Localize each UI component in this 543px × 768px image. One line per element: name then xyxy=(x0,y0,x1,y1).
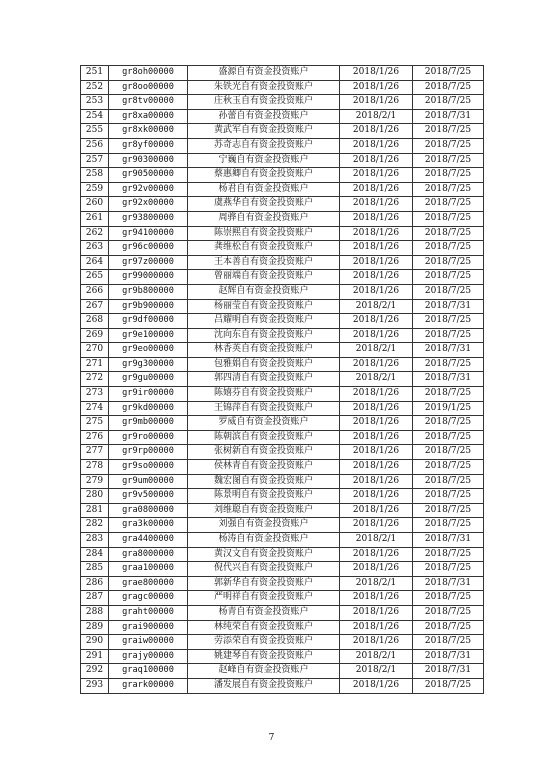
start-date-cell: 2018/1/26 xyxy=(340,445,413,460)
start-date-cell: 2018/1/26 xyxy=(340,605,413,620)
account-name-cell: 王锦萍自有资金投资账户 xyxy=(188,401,340,416)
account-name-cell: 林香英自有资金投资账户 xyxy=(188,343,340,358)
start-date-cell: 2018/1/26 xyxy=(340,124,413,139)
start-date-cell: 2018/1/26 xyxy=(340,357,413,372)
account-code-cell: gr9ir00000 xyxy=(109,387,188,402)
account-table xyxy=(80,65,484,694)
start-date-cell: 2018/2/1 xyxy=(340,649,413,664)
row-number-cell: 288 xyxy=(81,605,109,620)
account-name-cell: 蔡惠卿自有资金投资账户 xyxy=(188,168,340,183)
start-date-cell: 2018/1/26 xyxy=(340,474,413,489)
end-date-cell: 2018/7/25 xyxy=(413,211,484,226)
start-date-cell: 2018/1/26 xyxy=(340,138,413,153)
account-name-cell: 黄武军自有资金投资账户 xyxy=(188,124,340,139)
account-code-cell: graht00000 xyxy=(109,605,188,620)
row-number-cell: 256 xyxy=(81,138,109,153)
table-row xyxy=(81,255,484,270)
account-code-cell: gr8xk00000 xyxy=(109,124,188,139)
account-code-cell: gr9b800000 xyxy=(109,284,188,299)
account-name-cell: 倪代兴自有资金投资账户 xyxy=(188,562,340,577)
start-date-cell: 2018/1/26 xyxy=(340,182,413,197)
end-date-cell: 2018/7/31 xyxy=(413,109,484,124)
table-row xyxy=(81,533,484,548)
account-code-cell: grai900000 xyxy=(109,620,188,635)
row-number-cell: 286 xyxy=(81,576,109,591)
start-date-cell: 2018/1/26 xyxy=(340,503,413,518)
table-row xyxy=(81,430,484,445)
row-number-cell: 258 xyxy=(81,168,109,183)
account-name-cell: 郭新华自有资金投资账户 xyxy=(188,576,340,591)
table-row xyxy=(81,211,484,226)
start-date-cell: 2018/2/1 xyxy=(340,533,413,548)
row-number-cell: 283 xyxy=(81,533,109,548)
row-number-cell: 269 xyxy=(81,328,109,343)
table-row xyxy=(81,284,484,299)
table-row xyxy=(81,460,484,475)
end-date-cell: 2018/7/25 xyxy=(413,95,484,110)
table-row xyxy=(81,328,484,343)
end-date-cell: 2018/7/25 xyxy=(413,620,484,635)
start-date-cell: 2018/1/26 xyxy=(340,255,413,270)
table-row xyxy=(81,95,484,110)
start-date-cell: 2018/1/26 xyxy=(340,226,413,241)
account-code-cell: gr9ro00000 xyxy=(109,430,188,445)
table-row xyxy=(81,591,484,606)
account-code-cell: gr9v500000 xyxy=(109,489,188,504)
table-row xyxy=(81,197,484,212)
row-number-cell: 262 xyxy=(81,226,109,241)
start-date-cell: 2018/1/26 xyxy=(340,168,413,183)
account-code-cell: gr8oo00000 xyxy=(109,80,188,95)
table-row xyxy=(81,80,484,95)
end-date-cell: 2018/7/25 xyxy=(413,430,484,445)
account-code-cell: gr90500000 xyxy=(109,168,188,183)
table-row xyxy=(81,66,484,81)
row-number-cell: 263 xyxy=(81,241,109,256)
page-number: 7 xyxy=(268,733,275,743)
account-name-cell: 姚建琴自有资金投资账户 xyxy=(188,649,340,664)
account-name-cell: 包雅娟自有资金投资账户 xyxy=(188,357,340,372)
account-code-cell: gr9eo00000 xyxy=(109,343,188,358)
account-name-cell: 张树新自有资金投资账户 xyxy=(188,445,340,460)
account-name-cell: 黄汉文自有资金投资账户 xyxy=(188,547,340,562)
row-number-cell: 274 xyxy=(81,401,109,416)
account-name-cell: 劳添荣自有资金投资账户 xyxy=(188,635,340,650)
end-date-cell: 2018/7/25 xyxy=(413,328,484,343)
row-number-cell: 266 xyxy=(81,284,109,299)
account-name-cell: 侯林青自有资金投资账户 xyxy=(188,460,340,475)
row-number-cell: 276 xyxy=(81,430,109,445)
account-code-cell: gr93800000 xyxy=(109,211,188,226)
start-date-cell: 2018/1/26 xyxy=(340,620,413,635)
table-row xyxy=(81,489,484,504)
end-date-cell: 2018/7/25 xyxy=(413,80,484,95)
row-number-cell: 261 xyxy=(81,211,109,226)
account-code-cell: gr9df00000 xyxy=(109,314,188,329)
table-row xyxy=(81,649,484,664)
account-code-cell: gra8000000 xyxy=(109,547,188,562)
start-date-cell: 2018/1/26 xyxy=(340,635,413,650)
row-number-cell: 284 xyxy=(81,547,109,562)
end-date-cell: 2018/7/25 xyxy=(413,605,484,620)
account-name-cell: 陈朝滨自有资金投资账户 xyxy=(188,430,340,445)
end-date-cell: 2018/7/25 xyxy=(413,182,484,197)
end-date-cell: 2018/7/25 xyxy=(413,635,484,650)
account-code-cell: gr9gu00000 xyxy=(109,372,188,387)
start-date-cell: 2018/1/26 xyxy=(340,270,413,285)
table-row xyxy=(81,138,484,153)
end-date-cell: 2018/7/25 xyxy=(413,387,484,402)
end-date-cell: 2018/7/31 xyxy=(413,576,484,591)
row-number-cell: 271 xyxy=(81,357,109,372)
end-date-cell: 2018/7/25 xyxy=(413,197,484,212)
table-row xyxy=(81,678,484,693)
row-number-cell: 282 xyxy=(81,518,109,533)
table-row xyxy=(81,299,484,314)
end-date-cell: 2018/7/25 xyxy=(413,138,484,153)
account-name-cell: 苏奇志自有资金投资账户 xyxy=(188,138,340,153)
end-date-cell: 2018/7/25 xyxy=(413,518,484,533)
start-date-cell: 2018/1/26 xyxy=(340,547,413,562)
table-row xyxy=(81,401,484,416)
end-date-cell: 2018/7/25 xyxy=(413,357,484,372)
account-code-cell: gr92v00000 xyxy=(109,182,188,197)
start-date-cell: 2018/1/26 xyxy=(340,460,413,475)
start-date-cell: 2018/1/26 xyxy=(340,95,413,110)
start-date-cell: 2018/2/1 xyxy=(340,343,413,358)
table-row xyxy=(81,314,484,329)
table-row xyxy=(81,416,484,431)
table-row xyxy=(81,474,484,489)
table-row xyxy=(81,372,484,387)
start-date-cell: 2018/1/26 xyxy=(340,197,413,212)
account-name-cell: 吕耀明自有资金投资账户 xyxy=(188,314,340,329)
table-row xyxy=(81,109,484,124)
row-number-cell: 285 xyxy=(81,562,109,577)
account-name-cell: 杨丽莹自有资金投资账户 xyxy=(188,299,340,314)
start-date-cell: 2018/1/26 xyxy=(340,80,413,95)
account-name-cell: 杨青自有资金投资账户 xyxy=(188,605,340,620)
start-date-cell: 2018/2/1 xyxy=(340,372,413,387)
table-row xyxy=(81,226,484,241)
account-name-cell: 刘强自有资金投资账户 xyxy=(188,518,340,533)
table-row xyxy=(81,605,484,620)
end-date-cell: 2018/7/25 xyxy=(413,284,484,299)
start-date-cell: 2018/1/26 xyxy=(340,562,413,577)
start-date-cell: 2018/1/26 xyxy=(340,387,413,402)
table-row xyxy=(81,664,484,679)
table-row xyxy=(81,182,484,197)
start-date-cell: 2018/1/26 xyxy=(340,518,413,533)
table-row xyxy=(81,518,484,533)
account-name-cell: 沈向东自有资金投资账户 xyxy=(188,328,340,343)
end-date-cell: 2018/7/31 xyxy=(413,649,484,664)
account-table-body xyxy=(81,66,484,694)
start-date-cell: 2018/2/1 xyxy=(340,576,413,591)
table-row xyxy=(81,168,484,183)
table-row xyxy=(81,547,484,562)
row-number-cell: 254 xyxy=(81,109,109,124)
account-name-cell: 魏宏图自有资金投资账户 xyxy=(188,474,340,489)
end-date-cell: 2018/7/25 xyxy=(413,66,484,81)
end-date-cell: 2018/7/25 xyxy=(413,445,484,460)
end-date-cell: 2018/7/25 xyxy=(413,168,484,183)
row-number-cell: 287 xyxy=(81,591,109,606)
end-date-cell: 2018/7/25 xyxy=(413,503,484,518)
account-code-cell: gra4400000 xyxy=(109,533,188,548)
row-number-cell: 268 xyxy=(81,314,109,329)
account-code-cell: gr94100000 xyxy=(109,226,188,241)
table-row xyxy=(81,241,484,256)
table-row xyxy=(81,635,484,650)
start-date-cell: 2018/1/26 xyxy=(340,401,413,416)
table-row xyxy=(81,445,484,460)
account-name-cell: 刘维聪自有资金投资账户 xyxy=(188,503,340,518)
row-number-cell: 257 xyxy=(81,153,109,168)
row-number-cell: 277 xyxy=(81,445,109,460)
end-date-cell: 2018/7/25 xyxy=(413,460,484,475)
account-code-cell: grajy00000 xyxy=(109,649,188,664)
account-name-cell: 杨君自有资金投资账户 xyxy=(188,182,340,197)
account-code-cell: gr9mb00000 xyxy=(109,416,188,431)
start-date-cell: 2018/1/26 xyxy=(340,678,413,693)
start-date-cell: 2018/1/26 xyxy=(340,314,413,329)
row-number-cell: 272 xyxy=(81,372,109,387)
account-name-cell: 盛源自有资金投资账户 xyxy=(188,66,340,81)
row-number-cell: 291 xyxy=(81,649,109,664)
row-number-cell: 265 xyxy=(81,270,109,285)
end-date-cell: 2018/7/25 xyxy=(413,241,484,256)
end-date-cell: 2018/7/25 xyxy=(413,226,484,241)
account-name-cell: 曾丽端自有资金投资账户 xyxy=(188,270,340,285)
account-name-cell: 潘发展自有资金投资账户 xyxy=(188,678,340,693)
account-code-cell: gr97z00000 xyxy=(109,255,188,270)
account-name-cell: 赵峰自有资金投资账户 xyxy=(188,664,340,679)
account-code-cell: gr92x00000 xyxy=(109,197,188,212)
account-code-cell: gr9g300000 xyxy=(109,357,188,372)
account-code-cell: gr99000000 xyxy=(109,270,188,285)
account-code-cell: gr9um00000 xyxy=(109,474,188,489)
account-name-cell: 郭四清自有资金投资账户 xyxy=(188,372,340,387)
start-date-cell: 2018/2/1 xyxy=(340,109,413,124)
start-date-cell: 2018/1/26 xyxy=(340,153,413,168)
row-number-cell: 253 xyxy=(81,95,109,110)
account-name-cell: 陈景明自有资金投资账户 xyxy=(188,489,340,504)
table-row xyxy=(81,357,484,372)
row-number-cell: 279 xyxy=(81,474,109,489)
account-code-cell: gr9e100000 xyxy=(109,328,188,343)
account-code-cell: graq100000 xyxy=(109,664,188,679)
account-name-cell: 陈嬉芬自有资金投资账户 xyxy=(188,387,340,402)
account-code-cell: grae800000 xyxy=(109,576,188,591)
end-date-cell: 2018/7/25 xyxy=(413,124,484,139)
end-date-cell: 2019/1/25 xyxy=(413,401,484,416)
account-name-cell: 严明祥自有资金投资账户 xyxy=(188,591,340,606)
row-number-cell: 280 xyxy=(81,489,109,504)
start-date-cell: 2018/1/26 xyxy=(340,591,413,606)
end-date-cell: 2018/7/25 xyxy=(413,314,484,329)
table-row xyxy=(81,124,484,139)
row-number-cell: 281 xyxy=(81,503,109,518)
end-date-cell: 2018/7/25 xyxy=(413,591,484,606)
account-code-cell: gr8oh00000 xyxy=(109,66,188,81)
start-date-cell: 2018/1/26 xyxy=(340,241,413,256)
start-date-cell: 2018/2/1 xyxy=(340,299,413,314)
account-code-cell: gr8yf00000 xyxy=(109,138,188,153)
end-date-cell: 2018/7/25 xyxy=(413,474,484,489)
account-name-cell: 周骅自有资金投资账户 xyxy=(188,211,340,226)
account-name-cell: 赵辉自有资金投资账户 xyxy=(188,284,340,299)
account-name-cell: 罗威自有资金投资账户 xyxy=(188,416,340,431)
end-date-cell: 2018/7/25 xyxy=(413,678,484,693)
account-code-cell: gr9kd00000 xyxy=(109,401,188,416)
start-date-cell: 2018/1/26 xyxy=(340,328,413,343)
row-number-cell: 292 xyxy=(81,664,109,679)
row-number-cell: 259 xyxy=(81,182,109,197)
start-date-cell: 2018/1/26 xyxy=(340,416,413,431)
end-date-cell: 2018/7/25 xyxy=(413,547,484,562)
table-row xyxy=(81,387,484,402)
account-code-cell: gragc00000 xyxy=(109,591,188,606)
account-code-cell: graa100000 xyxy=(109,562,188,577)
start-date-cell: 2018/1/26 xyxy=(340,430,413,445)
account-code-cell: gr9rp00000 xyxy=(109,445,188,460)
table-row xyxy=(81,270,484,285)
account-code-cell: graiw00000 xyxy=(109,635,188,650)
start-date-cell: 2018/1/26 xyxy=(340,66,413,81)
account-code-cell: gr9b900000 xyxy=(109,299,188,314)
row-number-cell: 278 xyxy=(81,460,109,475)
row-number-cell: 270 xyxy=(81,343,109,358)
end-date-cell: 2018/7/25 xyxy=(413,255,484,270)
row-number-cell: 255 xyxy=(81,124,109,139)
table-row xyxy=(81,620,484,635)
end-date-cell: 2018/7/25 xyxy=(413,562,484,577)
end-date-cell: 2018/7/31 xyxy=(413,664,484,679)
start-date-cell: 2018/1/26 xyxy=(340,489,413,504)
row-number-cell: 273 xyxy=(81,387,109,402)
table-row xyxy=(81,343,484,358)
start-date-cell: 2018/1/26 xyxy=(340,211,413,226)
table-row xyxy=(81,576,484,591)
account-name-cell: 林纯荣自有资金投资账户 xyxy=(188,620,340,635)
table-row xyxy=(81,503,484,518)
row-number-cell: 264 xyxy=(81,255,109,270)
start-date-cell: 2018/1/26 xyxy=(340,284,413,299)
account-name-cell: 虞燕华自有资金投资账户 xyxy=(188,197,340,212)
account-name-cell: 朱铁光自有资金投资账户 xyxy=(188,80,340,95)
row-number-cell: 252 xyxy=(81,80,109,95)
account-code-cell: gr8tv00000 xyxy=(109,95,188,110)
account-name-cell: 宁巍自有资金投资账户 xyxy=(188,153,340,168)
account-name-cell: 庄秋玉自有资金投资账户 xyxy=(188,95,340,110)
account-code-cell: gra3k00000 xyxy=(109,518,188,533)
table-row xyxy=(81,153,484,168)
start-date-cell: 2018/2/1 xyxy=(340,664,413,679)
end-date-cell: 2018/7/31 xyxy=(413,372,484,387)
row-number-cell: 267 xyxy=(81,299,109,314)
account-name-cell: 孙蕾自有资金投资账户 xyxy=(188,109,340,124)
end-date-cell: 2018/7/25 xyxy=(413,416,484,431)
account-code-cell: gr9so00000 xyxy=(109,460,188,475)
account-code-cell: gr8xa00000 xyxy=(109,109,188,124)
account-name-cell: 杨涛自有资金投资账户 xyxy=(188,533,340,548)
row-number-cell: 289 xyxy=(81,620,109,635)
account-code-cell: grark00000 xyxy=(109,678,188,693)
row-number-cell: 290 xyxy=(81,635,109,650)
end-date-cell: 2018/7/25 xyxy=(413,153,484,168)
table-row xyxy=(81,562,484,577)
row-number-cell: 251 xyxy=(81,66,109,81)
account-name-cell: 龚维松自有资金投资账户 xyxy=(188,241,340,256)
account-name-cell: 王本善自有资金投资账户 xyxy=(188,255,340,270)
end-date-cell: 2018/7/31 xyxy=(413,533,484,548)
end-date-cell: 2018/7/25 xyxy=(413,270,484,285)
row-number-cell: 260 xyxy=(81,197,109,212)
account-code-cell: gra0800000 xyxy=(109,503,188,518)
end-date-cell: 2018/7/25 xyxy=(413,489,484,504)
account-name-cell: 陈崇熙自有资金投资账户 xyxy=(188,226,340,241)
account-code-cell: gr96c00000 xyxy=(109,241,188,256)
end-date-cell: 2018/7/31 xyxy=(413,299,484,314)
row-number-cell: 293 xyxy=(81,678,109,693)
row-number-cell: 275 xyxy=(81,416,109,431)
end-date-cell: 2018/7/31 xyxy=(413,343,484,358)
account-code-cell: gr90300000 xyxy=(109,153,188,168)
